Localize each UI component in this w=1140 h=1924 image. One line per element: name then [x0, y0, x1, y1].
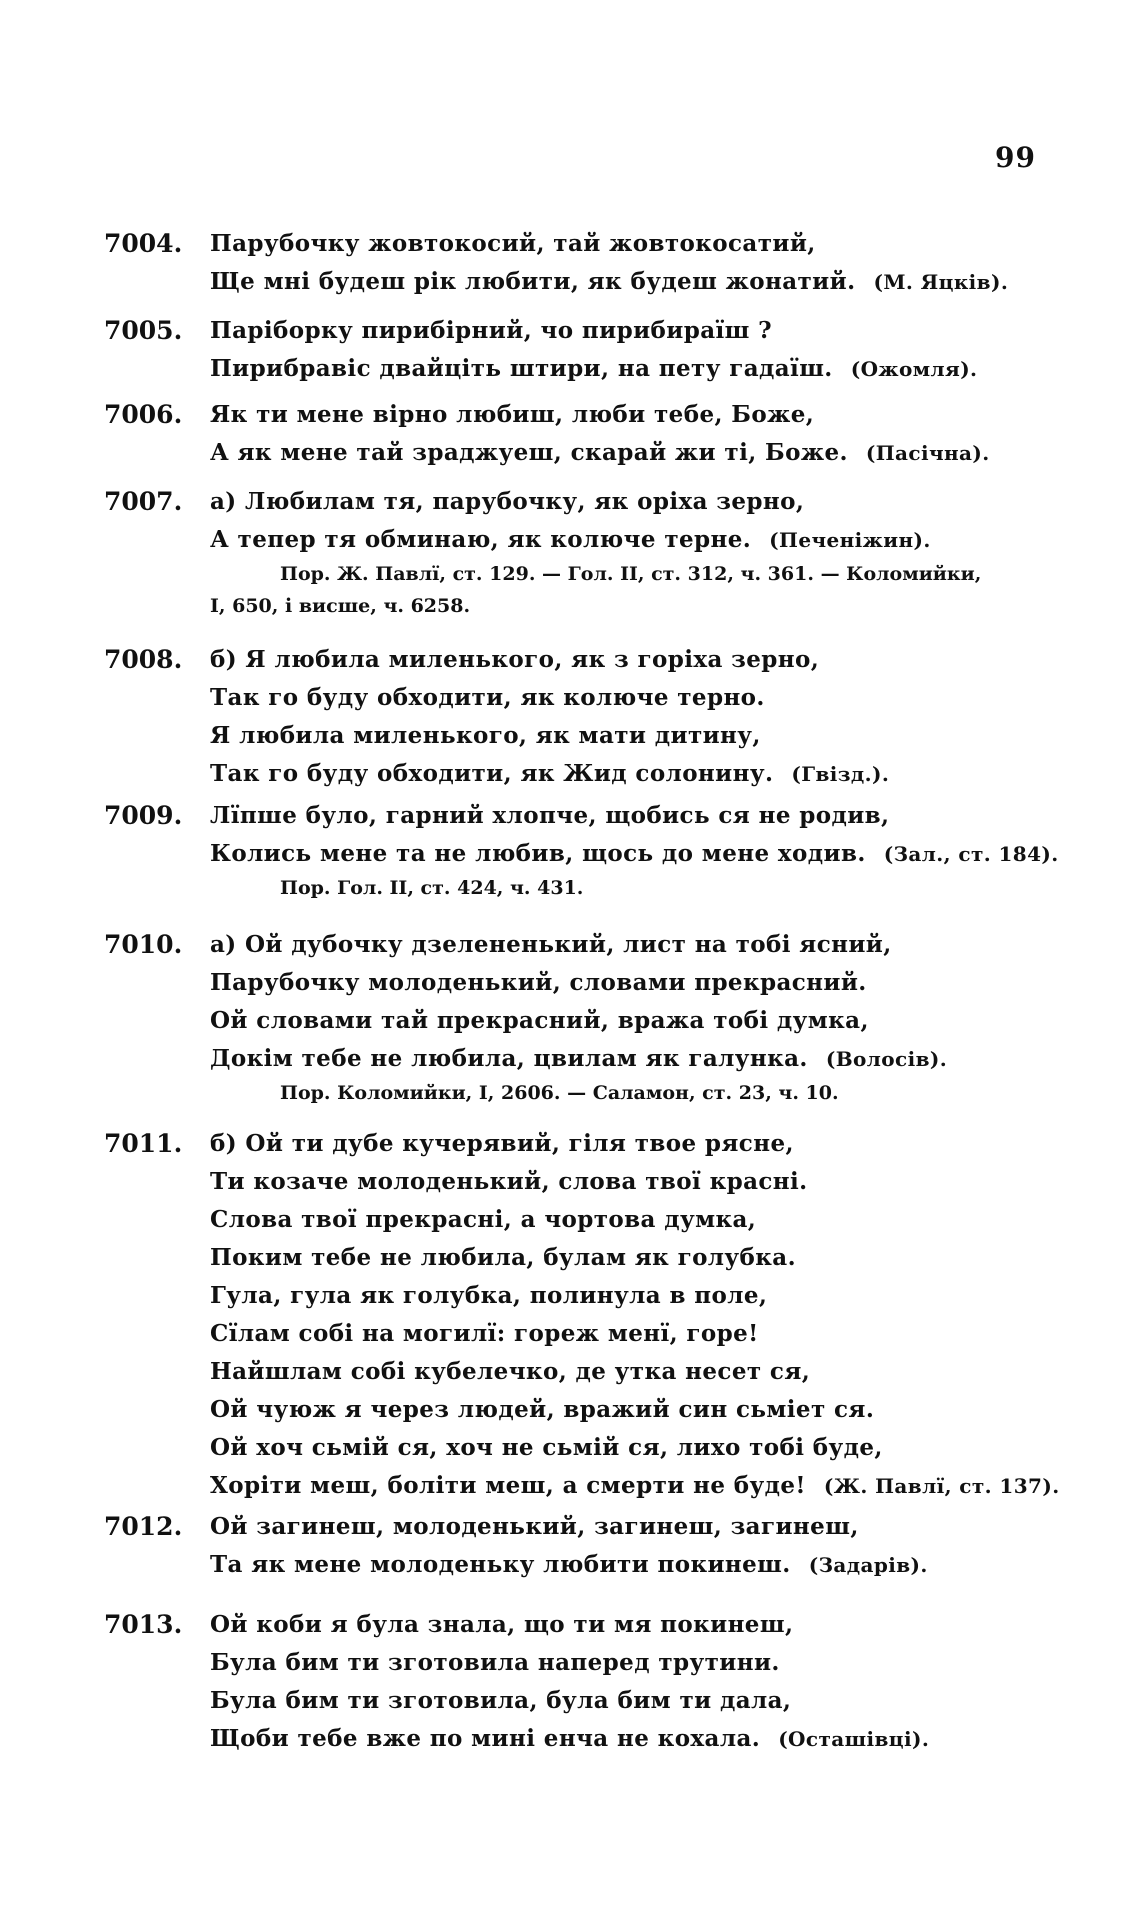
verse-text: Ще мні будеш рік любити, як будеш жонатий.: [210, 268, 856, 295]
entry-number: 7006.: [104, 400, 183, 429]
verse-line: [210, 1643, 780, 1683]
verse-line: [210, 433, 990, 473]
verse-line: [210, 1162, 808, 1202]
verse-line: [210, 1507, 859, 1547]
verse-text: Ой коби я була знала, що ти мя покинеш,: [210, 1611, 794, 1638]
verse-text: А як мене тай зраджуеш, скарай жи ті, Боже.: [210, 439, 848, 466]
verse-text: Сїлам собі на могилї: гореж менї, горе!: [210, 1320, 759, 1347]
verse-line: [210, 1428, 883, 1468]
verse-text: Як ти мене вірно любиш, люби тебе, Боже,: [210, 401, 815, 428]
verse-line: [210, 1124, 794, 1164]
verse-text: Та як мене молоденьку любити покинеш.: [210, 1551, 791, 1578]
verse-line: [210, 349, 977, 389]
reference-note: I, 650, і висше, ч. 6258.: [210, 595, 471, 617]
verse-text: Щоби тебе вже по мині енча не кохала.: [210, 1725, 761, 1752]
entry-number: 7011.: [104, 1129, 183, 1158]
verse-text: Поким тебе не любила, булам як голубка.: [210, 1244, 797, 1271]
verse-line: [210, 925, 892, 965]
verse-text: Я любила миленького, як мати дитину,: [210, 722, 761, 749]
verse-text: б) Ой ти дубе кучерявий, гіля твое рясне,: [210, 1130, 794, 1157]
verse-text: Слова твої прекрасні, а чортова думка,: [210, 1206, 757, 1233]
reference-note: Пор. Ж. Павлї, ст. 129. — Гол. II, ст. 312, ч. 361. — Коломийки,: [280, 563, 982, 585]
verse-line: [210, 1719, 929, 1759]
verse-line: [210, 678, 765, 718]
verse-text: б) Я любила миленького, як з горіха зерно,: [210, 646, 820, 673]
verse-line: [210, 1681, 791, 1721]
verse-line: [210, 311, 772, 351]
entry-number: 7010.: [104, 930, 183, 959]
verse-text: Докім тебе не любила, цвилам як галунка.: [210, 1045, 808, 1072]
verse-text: Так го буду обходити, як Жид солонину.: [210, 760, 774, 787]
page-number: 99: [995, 141, 1036, 174]
verse-text: Колись мене та не любив, щось до мене ходив.: [210, 840, 866, 867]
verse-line: [210, 834, 1059, 874]
verse-line: [210, 1466, 1060, 1506]
verse-line: [210, 796, 889, 836]
verse-line: [210, 482, 804, 522]
verse-line: [210, 395, 814, 435]
entry-number: 7005.: [104, 316, 183, 345]
verse-text: Ой хоч сьмій ся, хоч не сьмій ся, лихо тобі буде,: [210, 1434, 883, 1461]
source-village: (Осташівці).: [778, 1727, 930, 1751]
source-village: (М. Яцків).: [873, 270, 1009, 294]
verse-line: [210, 1314, 759, 1354]
verse-text: Парубочку молоденький, словами прекрасний.: [210, 969, 867, 996]
verse-line: [210, 520, 931, 560]
source-village: (Ожомля).: [850, 357, 978, 381]
entry-number: 7004.: [104, 229, 183, 258]
verse-text: Паріборку пирибірний, чо пирибираїш ?: [210, 317, 773, 344]
verse-text: Хоріти меш, боліти меш, а смерти не буде!: [210, 1472, 806, 1499]
source-village: (Пасічна).: [865, 441, 990, 465]
verse-line: [210, 1238, 796, 1278]
source-village: (Ж. Павлї, ст. 137).: [823, 1474, 1060, 1498]
verse-line: [210, 1352, 810, 1392]
entry-number: 7013.: [104, 1610, 183, 1639]
verse-line: [210, 1200, 756, 1240]
verse-line: [210, 262, 1008, 302]
verse-text: Гула, гула як голубка, полинула в поле,: [210, 1282, 768, 1309]
verse-text: Парубочку жовтокосий, тай жовтокосатий,: [210, 230, 816, 257]
verse-text: Ти козаче молоденький, слова твої красні.: [210, 1168, 808, 1195]
verse-text: а) Любилам тя, парубочку, як оріха зерно,: [210, 488, 805, 515]
entry-number: 7012.: [104, 1512, 183, 1541]
entry-number: 7009.: [104, 801, 183, 830]
verse-text: Ой словами тай прекрасний, вража тобі думка,: [210, 1007, 869, 1034]
verse-text: а) Ой дубочку дзелененький, лист на тобі ясний,: [210, 931, 892, 958]
source-village: (Гвізд.).: [791, 762, 890, 786]
source-village: (Зал., ст. 184).: [883, 842, 1059, 866]
verse-text: Так го буду обходити, як колюче терно.: [210, 684, 765, 711]
entry-number: 7008.: [104, 645, 183, 674]
verse-line: [210, 1001, 869, 1041]
source-village: (Печеніжин).: [769, 528, 931, 552]
verse-text: Ой чуюж я через людей, вражий син сьміет ся.: [210, 1396, 875, 1423]
verse-text: А тепер тя обминаю, як колюче терне.: [210, 526, 752, 553]
verse-line: [210, 963, 867, 1003]
verse-line: [210, 1390, 874, 1430]
verse-text: Ой загинеш, молоденький, загинеш, загинеш,: [210, 1513, 859, 1540]
verse-text: Була бим ти зготовила наперед трутини.: [210, 1649, 780, 1676]
verse-line: [210, 754, 889, 794]
verse-line: [210, 1545, 928, 1585]
verse-text: Була бим ти зготовила, була бим ти дала,: [210, 1687, 792, 1714]
verse-line: [210, 640, 819, 680]
verse-line: [210, 1276, 767, 1316]
verse-text: Найшлам собі кубелечко, де утка несет ся,: [210, 1358, 811, 1385]
source-village: (Волосів).: [825, 1047, 948, 1071]
verse-line: [210, 1039, 947, 1079]
reference-note: Пор. Гол. II, ст. 424, ч. 431.: [280, 877, 584, 899]
verse-line: [210, 224, 816, 264]
entry-number: 7007.: [104, 487, 183, 516]
verse-line: [210, 1605, 793, 1645]
verse-text: Лїпше було, гарний хлопче, щобись ся не родив,: [210, 802, 890, 829]
source-village: (Задарів).: [808, 1553, 928, 1577]
verse-line: [210, 716, 761, 756]
reference-note: Пор. Коломийки, I, 2606. — Саламон, ст. 23, ч. 10.: [280, 1082, 839, 1104]
verse-text: Пирибравіс двайціть штири, на пету гадаїш.: [210, 355, 833, 382]
